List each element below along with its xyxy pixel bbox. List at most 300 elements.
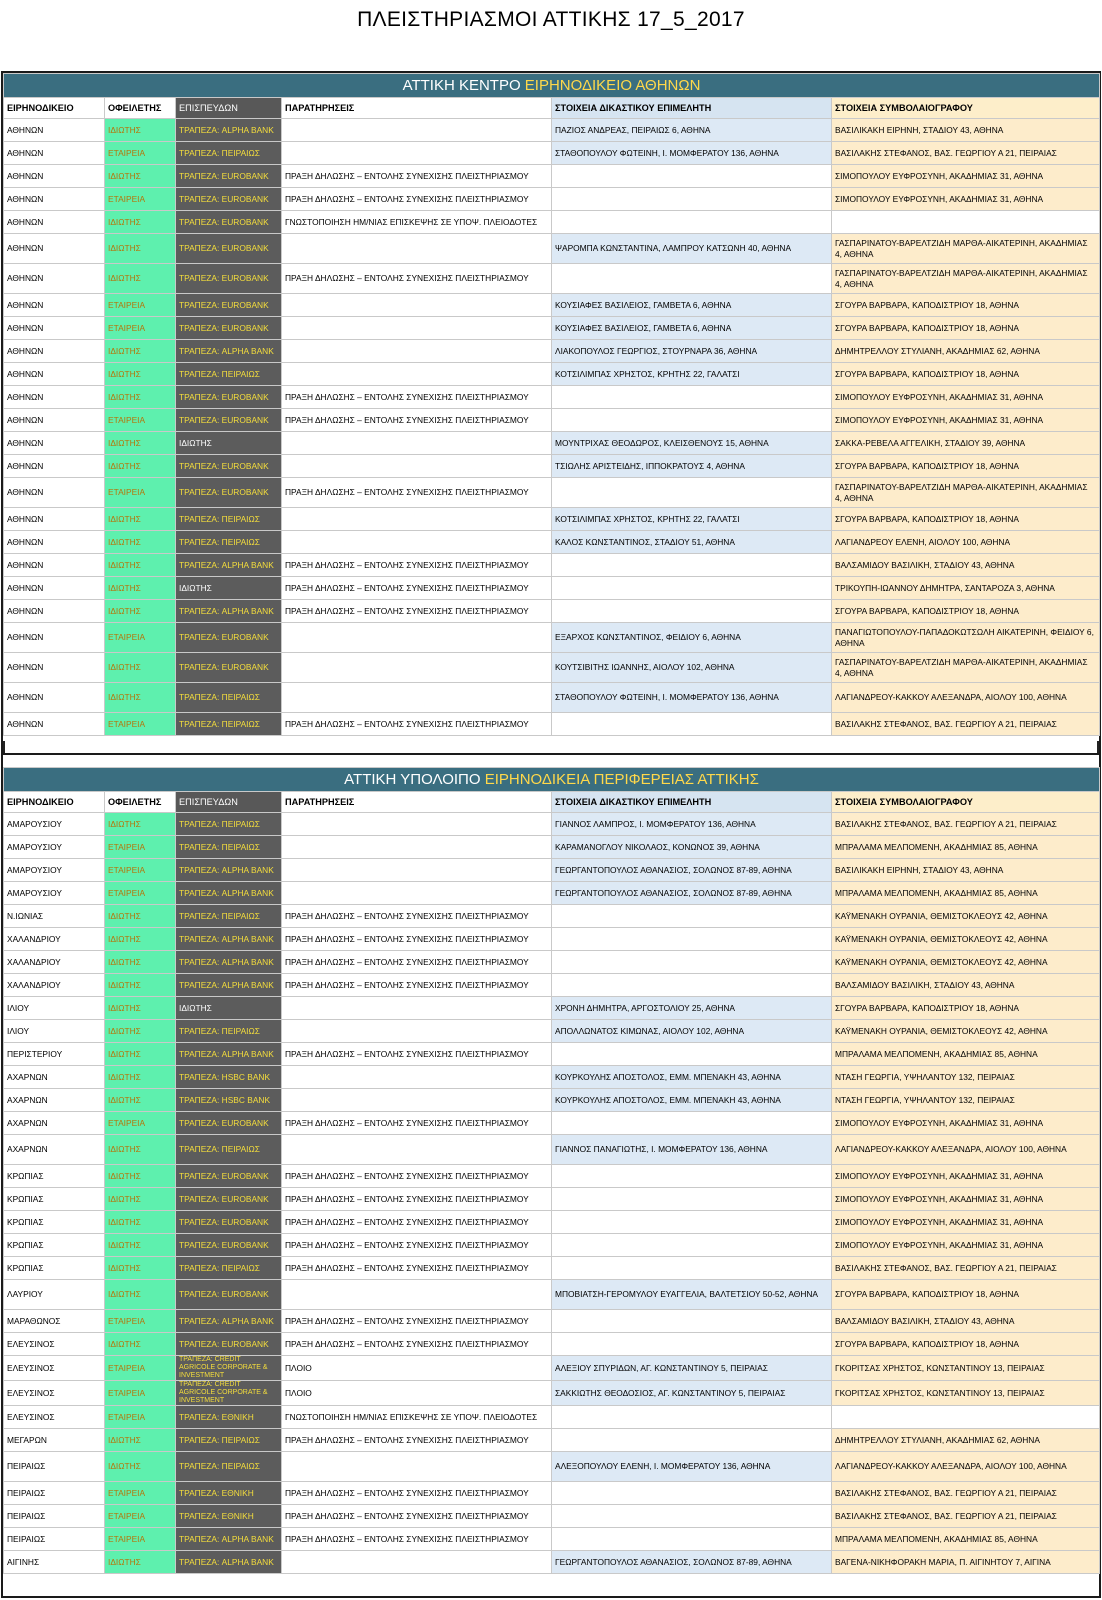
- notes-cell: ΠΡΑΞΗ ΔΗΛΩΣΗΣ – ΕΝΤΟΛΗΣ ΣΥΝΕΧΙΣΗΣ ΠΛΕΙΣΤΗΡΙΑΣΜΟΥ: [282, 1188, 552, 1211]
- section-title-highlight: ΕΙΡΗΝΟΔΙΚΕΙΟ ΑΘΗΝΩΝ: [524, 77, 701, 94]
- debtor-cell: ΙΔΙΩΤΗΣ: [105, 363, 176, 386]
- table-row: [4, 600, 1100, 623]
- section-title: [4, 768, 1100, 792]
- bailiff-cell: [552, 1112, 832, 1135]
- table-row: [4, 1165, 1100, 1188]
- bailiff-cell: ΚΟΥΤΣΙΒΙΤΗΣ ΙΩΑΝΝΗΣ, ΑΙΟΛΟΥ 102, ΑΘΗΝΑ: [552, 653, 832, 683]
- notes-cell: [282, 1551, 552, 1574]
- section-title-plain: ΑΤΤΙΚΗ ΥΠΟΛΟΙΠΟ: [344, 771, 485, 788]
- notes-cell: ΠΡΑΞΗ ΔΗΛΩΣΗΣ – ΕΝΤΟΛΗΣ ΣΥΝΕΧΙΣΗΣ ΠΛΕΙΣΤΗΡΙΑΣΜΟΥ: [282, 600, 552, 623]
- notary-cell: ΣΙΜΟΠΟΥΛΟΥ ΕΥΦΡΟΣΥΝΗ, ΑΚΑΔΗΜΙΑΣ 31, ΑΘΗΝΑ: [832, 1234, 1100, 1257]
- notary-cell: ΓΑΣΠΑΡΙΝΑΤΟΥ-ΒΑΡΕΛΤΖΙΔΗ ΜΑΡΘΑ-ΑΙΚΑΤΕΡΙΝΗ, ΑΚΑΔΗΜΙΑΣ 4, ΑΘΗΝΑ: [832, 234, 1100, 264]
- creditor-cell: ΤΡΑΠΕΖΑ: EUROBANK: [176, 294, 282, 317]
- bailiff-cell: [552, 600, 832, 623]
- notes-cell: ΠΡΑΞΗ ΔΗΛΩΣΗΣ – ΕΝΤΟΛΗΣ ΣΥΝΕΧΙΣΗΣ ΠΛΕΙΣΤΗΡΙΑΣΜΟΥ: [282, 1234, 552, 1257]
- notes-cell: [282, 1452, 552, 1482]
- notes-cell: [282, 813, 552, 836]
- debtor-cell: ΙΔΙΩΤΗΣ: [105, 1089, 176, 1112]
- table-row: [4, 1551, 1100, 1574]
- debtor-cell: ΙΔΙΩΤΗΣ: [105, 1333, 176, 1356]
- court-cell: ΑΧΑΡΝΩΝ: [4, 1135, 105, 1165]
- notary-cell: ΒΑΣΙΛΑΚΗΣ ΣΤΕΦΑΝΟΣ, ΒΑΣ. ΓΕΩΡΓΙΟΥ Α 21, ΠΕΙΡΑΙΑΣ: [832, 813, 1100, 836]
- notes-cell: [282, 363, 552, 386]
- creditor-cell: ΤΡΑΠΕΖΑ: EUROBANK: [176, 165, 282, 188]
- notes-cell: [282, 859, 552, 882]
- debtor-cell: ΕΤΑΙΡΕΙΑ: [105, 188, 176, 211]
- table-row: [4, 1452, 1100, 1482]
- table-row: [4, 294, 1100, 317]
- bailiff-cell: [552, 1310, 832, 1333]
- court-cell: ΑΘΗΝΩΝ: [4, 713, 105, 736]
- notary-cell: ΣΓΟΥΡΑ ΒΑΡΒΑΡΑ, ΚΑΠΟΔΙΣΤΡΙΟΥ 18, ΑΘΗΝΑ: [832, 997, 1100, 1020]
- table-row: [4, 211, 1100, 234]
- court-cell: ΑΘΗΝΩΝ: [4, 340, 105, 363]
- debtor-cell: ΙΔΙΩΤΗΣ: [105, 264, 176, 294]
- notary-cell: ΔΗΜΗΤΡΕΛΛΟΥ ΣΤΥΛΙΑΝΗ, ΑΚΑΔΗΜΙΑΣ 62, ΑΘΗΝΑ: [832, 1429, 1100, 1452]
- debtor-cell: ΙΔΙΩΤΗΣ: [105, 1551, 176, 1574]
- notes-cell: [282, 997, 552, 1020]
- bailiff-cell: ΚΟΥΡΚΟΥΛΗΣ ΑΠΟΣΤΟΛΟΣ, ΕΜΜ. ΜΠΕΝΑΚΗ 43, ΑΘΗΝΑ: [552, 1066, 832, 1089]
- col-header-bailiff: ΣΤΟΙΧΕΙΑ ΔΙΚΑΣΤΙΚΟΥ ΕΠΙΜΕΛΗΤΗ: [552, 792, 832, 813]
- notes-cell: ΠΡΑΞΗ ΔΗΛΩΣΗΣ – ΕΝΤΟΛΗΣ ΣΥΝΕΧΙΣΗΣ ΠΛΕΙΣΤΗΡΙΑΣΜΟΥ: [282, 1112, 552, 1135]
- table-row: [4, 264, 1100, 294]
- creditor-cell: ΤΡΑΠΕΖΑ: ΠΕΙΡΑΙΩΣ: [176, 1257, 282, 1280]
- notary-cell: ΣΙΜΟΠΟΥΛΟΥ ΕΥΦΡΟΣΥΝΗ, ΑΚΑΔΗΜΙΑΣ 31, ΑΘΗΝΑ: [832, 165, 1100, 188]
- bailiff-cell: [552, 1333, 832, 1356]
- creditor-cell: ΤΡΑΠΕΖΑ: EUROBANK: [176, 653, 282, 683]
- notary-cell: ΓΑΣΠΑΡΙΝΑΤΟΥ-ΒΑΡΕΛΤΖΙΔΗ ΜΑΡΘΑ-ΑΙΚΑΤΕΡΙΝΗ, ΑΚΑΔΗΜΙΑΣ 4, ΑΘΗΝΑ: [832, 264, 1100, 294]
- debtor-cell: ΙΔΙΩΤΗΣ: [105, 165, 176, 188]
- notes-cell: ΠΡΑΞΗ ΔΗΛΩΣΗΣ – ΕΝΤΟΛΗΣ ΣΥΝΕΧΙΣΗΣ ΠΛΕΙΣΤΗΡΙΑΣΜΟΥ: [282, 1429, 552, 1452]
- table-row: [4, 577, 1100, 600]
- debtor-cell: ΙΔΙΩΤΗΣ: [105, 1020, 176, 1043]
- section-title-highlight: ΕΙΡΗΝΟΔΙΚΕΙΑ ΠΕΡΙΦΕΡΕΙΑΣ ΑΤΤΙΚΗΣ: [484, 771, 759, 788]
- creditor-cell: ΤΡΑΠΕΖΑ: EUROBANK: [176, 623, 282, 653]
- bailiff-cell: [552, 386, 832, 409]
- table-row: [4, 997, 1100, 1020]
- notary-cell: ΓΑΣΠΑΡΙΝΑΤΟΥ-ΒΑΡΕΛΤΖΙΔΗ ΜΑΡΘΑ-ΑΙΚΑΤΕΡΙΝΗ, ΑΚΑΔΗΜΙΑΣ 4, ΑΘΗΝΑ: [832, 653, 1100, 683]
- court-cell: ΕΛΕΥΣΙΝΟΣ: [4, 1333, 105, 1356]
- notary-cell: ΚΑΫΜΕΝΑΚΗ ΟΥΡΑΝΙΑ, ΘΕΜΙΣΤΟΚΛΕΟΥΣ 42, ΑΘΗΝΑ: [832, 1020, 1100, 1043]
- court-cell: ΑΘΗΝΩΝ: [4, 432, 105, 455]
- bailiff-cell: [552, 974, 832, 997]
- creditor-cell: ΙΔΙΩΤΗΣ: [176, 997, 282, 1020]
- court-cell: ΑΙΓΙΝΗΣ: [4, 1551, 105, 1574]
- notary-cell: ΒΑΣΙΛΑΚΗΣ ΣΤΕΦΑΝΟΣ, ΒΑΣ. ΓΕΩΡΓΙΟΥ Α 21, ΠΕΙΡΑΙΑΣ: [832, 1505, 1100, 1528]
- debtor-cell: ΙΔΙΩΤΗΣ: [105, 432, 176, 455]
- court-cell: ΑΘΗΝΩΝ: [4, 653, 105, 683]
- debtor-cell: ΕΤΑΙΡΕΙΑ: [105, 1482, 176, 1505]
- court-cell: ΑΘΗΝΩΝ: [4, 363, 105, 386]
- creditor-cell: ΤΡΑΠΕΖΑ: CREDIT AGRICOLE CORPORATE & INVESTMENT: [176, 1381, 282, 1406]
- table-row: [4, 386, 1100, 409]
- notes-cell: [282, 455, 552, 478]
- debtor-cell: ΕΤΑΙΡΕΙΑ: [105, 1112, 176, 1135]
- section-title: [4, 74, 1100, 98]
- creditor-cell: ΤΡΑΠΕΖΑ: EUROBANK: [176, 1280, 282, 1310]
- debtor-cell: ΙΔΙΩΤΗΣ: [105, 554, 176, 577]
- table-row: [4, 928, 1100, 951]
- notes-cell: ΠΡΑΞΗ ΔΗΛΩΣΗΣ – ΕΝΤΟΛΗΣ ΣΥΝΕΧΙΣΗΣ ΠΛΕΙΣΤΗΡΙΑΣΜΟΥ: [282, 1528, 552, 1551]
- bailiff-cell: [552, 1406, 832, 1429]
- court-cell: ΠΕΙΡΑΙΩΣ: [4, 1482, 105, 1505]
- notary-cell: ΒΑΓΕΝΑ-ΝΙΚΗΦΟΡΑΚΗ ΜΑΡΙΑ, Π. ΑΙΓΙΝΗΤΟΥ 7, ΑΙΓΙΝΑ: [832, 1551, 1100, 1574]
- court-cell: ΑΘΗΝΩΝ: [4, 577, 105, 600]
- col-header-court: ΕΙΡΗΝΟΔΙΚΕΙΟ: [4, 792, 105, 813]
- notes-cell: [282, 340, 552, 363]
- notary-cell: ΓΚΟΡΙΤΣΑΣ ΧΡΗΣΤΟΣ, ΚΩΝΣΤΑΝΤΙΝΟΥ 13, ΠΕΙΡΑΙΑΣ: [832, 1381, 1100, 1406]
- creditor-cell: ΤΡΑΠΕΖΑ: EUROBANK: [176, 1333, 282, 1356]
- notary-cell: ΣΓΟΥΡΑ ΒΑΡΒΑΡΑ, ΚΑΠΟΔΙΣΤΡΙΟΥ 18, ΑΘΗΝΑ: [832, 363, 1100, 386]
- debtor-cell: ΙΔΙΩΤΗΣ: [105, 683, 176, 713]
- notary-cell: ΜΠΡΑΛΑΜΑ ΜΕΛΠΟΜΕΝΗ, ΑΚΑΔΗΜΙΑΣ 85, ΑΘΗΝΑ: [832, 882, 1100, 905]
- bailiff-cell: [552, 713, 832, 736]
- creditor-cell: ΤΡΑΠΕΖΑ: ΠΕΙΡΑΙΩΣ: [176, 836, 282, 859]
- notary-cell: ΒΑΣΙΛΑΚΗΣ ΣΤΕΦΑΝΟΣ, ΒΑΣ. ΓΕΩΡΓΙΟΥ Α 21, ΠΕΙΡΑΙΑΣ: [832, 142, 1100, 165]
- debtor-cell: ΙΔΙΩΤΗΣ: [105, 577, 176, 600]
- table-row: [4, 1280, 1100, 1310]
- creditor-cell: ΤΡΑΠΕΖΑ: EUROBANK: [176, 264, 282, 294]
- table-row: [4, 340, 1100, 363]
- notary-cell: ΚΑΫΜΕΝΑΚΗ ΟΥΡΑΝΙΑ, ΘΕΜΙΣΤΟΚΛΕΟΥΣ 42, ΑΘΗΝΑ: [832, 951, 1100, 974]
- bailiff-cell: [552, 577, 832, 600]
- notes-cell: [282, 1066, 552, 1089]
- court-cell: ΑΧΑΡΝΩΝ: [4, 1066, 105, 1089]
- court-cell: ΧΑΛΑΝΔΡΙΟΥ: [4, 928, 105, 951]
- table-row: [4, 409, 1100, 432]
- creditor-cell: ΤΡΑΠΕΖΑ: EUROBANK: [176, 409, 282, 432]
- court-cell: ΚΡΩΠΙΑΣ: [4, 1165, 105, 1188]
- court-cell: Ν.ΙΩΝΙΑΣ: [4, 905, 105, 928]
- notary-cell: ΒΑΛΣΑΜΙΔΟΥ ΒΑΣΙΛΙΚΗ, ΣΤΑΔΙΟΥ 43, ΑΘΗΝΑ: [832, 554, 1100, 577]
- notes-cell: ΠΡΑΞΗ ΔΗΛΩΣΗΣ – ΕΝΤΟΛΗΣ ΣΥΝΕΧΙΣΗΣ ΠΛΕΙΣΤΗΡΙΑΣΜΟΥ: [282, 1165, 552, 1188]
- col-header-debtor: ΟΦΕΙΛΕΤΗΣ: [105, 98, 176, 119]
- bailiff-cell: ΣΤΑΘΟΠΟΥΛΟΥ ΦΩΤΕΙΝΗ, Ι. ΜΟΜΦΕΡΑΤΟΥ 136, ΑΘΗΝΑ: [552, 142, 832, 165]
- bailiff-cell: ΑΠΟΛΛΩΝΑΤΟΣ ΚΙΜΩΝΑΣ, ΑΙΟΛΟΥ 102, ΑΘΗΝΑ: [552, 1020, 832, 1043]
- court-cell: ΑΜΑΡΟΥΣΙΟΥ: [4, 813, 105, 836]
- creditor-cell: ΤΡΑΠΕΖΑ: CREDIT AGRICOLE CORPORATE & INVESTMENT: [176, 1356, 282, 1381]
- debtor-cell: ΙΔΙΩΤΗΣ: [105, 455, 176, 478]
- creditor-cell: ΤΡΑΠΕΖΑ: ΕΘΝΙΚΗ: [176, 1505, 282, 1528]
- debtor-cell: ΕΤΑΙΡΕΙΑ: [105, 1406, 176, 1429]
- court-cell: ΕΛΕΥΣΙΝΟΣ: [4, 1381, 105, 1406]
- court-cell: ΠΕΙΡΑΙΩΣ: [4, 1505, 105, 1528]
- creditor-cell: ΤΡΑΠΕΖΑ: ALPHA BANK: [176, 882, 282, 905]
- table-row: [4, 142, 1100, 165]
- table-row: [4, 1043, 1100, 1066]
- bailiff-cell: [552, 1528, 832, 1551]
- notes-cell: [282, 1020, 552, 1043]
- notes-cell: [282, 1135, 552, 1165]
- bailiff-cell: [552, 1482, 832, 1505]
- court-cell: ΑΘΗΝΩΝ: [4, 508, 105, 531]
- notes-cell: ΠΡΑΞΗ ΔΗΛΩΣΗΣ – ΕΝΤΟΛΗΣ ΣΥΝΕΧΙΣΗΣ ΠΛΕΙΣΤΗΡΙΑΣΜΟΥ: [282, 577, 552, 600]
- bailiff-cell: ΓΙΑΝΝΟΣ ΠΑΝΑΓΙΩΤΗΣ, Ι. ΜΟΜΦΕΡΑΤΟΥ 136, ΑΘΗΝΑ: [552, 1135, 832, 1165]
- creditor-cell: ΤΡΑΠΕΖΑ: EUROBANK: [176, 1112, 282, 1135]
- notes-cell: ΓΝΩΣΤΟΠΟΙΗΣΗ ΗΜ/ΝΙΑΣ ΕΠΙΣΚΕΨΗΣ ΣΕ ΥΠΟΨ. ΠΛΕΙΟΔΟΤΕΣ: [282, 211, 552, 234]
- notary-cell: ΛΑΓΙΑΝΔΡΕΟΥ-ΚΑΚΚΟΥ ΑΛΕΞΑΝΔΡΑ, ΑΙΟΛΟΥ 100, ΑΘΗΝΑ: [832, 1135, 1100, 1165]
- col-header-bailiff: ΣΤΟΙΧΕΙΑ ΔΙΚΑΣΤΙΚΟΥ ΕΠΙΜΕΛΗΤΗ: [552, 98, 832, 119]
- notary-cell: ΝΤΑΣΗ ΓΕΩΡΓΙΑ, ΥΨΗΛΑΝΤΟΥ 132, ΠΕΙΡΑΙΑΣ: [832, 1089, 1100, 1112]
- court-cell: ΑΘΗΝΩΝ: [4, 455, 105, 478]
- debtor-cell: ΙΔΙΩΤΗΣ: [105, 1234, 176, 1257]
- col-header-notes: ΠΑΡΑΤΗΡΗΣΕΙΣ: [282, 792, 552, 813]
- col-header-creditor: ΕΠΙΣΠΕΥΔΩΝ: [176, 98, 282, 119]
- debtor-cell: ΕΤΑΙΡΕΙΑ: [105, 859, 176, 882]
- bailiff-cell: [552, 264, 832, 294]
- table-row: [4, 1333, 1100, 1356]
- creditor-cell: ΤΡΑΠΕΖΑ: ALPHA BANK: [176, 1310, 282, 1333]
- table-row: [4, 1112, 1100, 1135]
- notes-cell: [282, 142, 552, 165]
- court-cell: ΧΑΛΑΝΔΡΙΟΥ: [4, 974, 105, 997]
- col-header-debtor: ΟΦΕΙΛΕΤΗΣ: [105, 792, 176, 813]
- bailiff-cell: ΚΑΛΟΣ ΚΩΝΣΤΑΝΤΙΝΟΣ, ΣΤΑΔΙΟΥ 51, ΑΘΗΝΑ: [552, 531, 832, 554]
- table-row: [4, 1406, 1100, 1429]
- notary-cell: ΜΠΡΑΛΑΜΑ ΜΕΛΠΟΜΕΝΗ, ΑΚΑΔΗΜΙΑΣ 85, ΑΘΗΝΑ: [832, 836, 1100, 859]
- court-cell: ΑΘΗΝΩΝ: [4, 165, 105, 188]
- notes-cell: [282, 1280, 552, 1310]
- creditor-cell: ΤΡΑΠΕΖΑ: ALPHA BANK: [176, 340, 282, 363]
- court-cell: ΠΕΙΡΑΙΩΣ: [4, 1528, 105, 1551]
- creditor-cell: ΤΡΑΠΕΖΑ: HSBC BANK: [176, 1066, 282, 1089]
- court-cell: ΑΧΑΡΝΩΝ: [4, 1089, 105, 1112]
- notes-cell: ΠΛΟΙΟ: [282, 1356, 552, 1381]
- col-header-notary: ΣΤΟΙΧΕΙΑ ΣΥΜΒΟΛΑΙΟΓΡΑΦΟΥ: [832, 792, 1100, 813]
- debtor-cell: ΕΤΑΙΡΕΙΑ: [105, 1310, 176, 1333]
- notes-cell: [282, 882, 552, 905]
- debtor-cell: ΙΔΙΩΤΗΣ: [105, 119, 176, 142]
- creditor-cell: ΤΡΑΠΕΖΑ: ΠΕΙΡΑΙΩΣ: [176, 713, 282, 736]
- creditor-cell: ΤΡΑΠΕΖΑ: ALPHA BANK: [176, 859, 282, 882]
- notary-cell: ΒΑΛΣΑΜΙΔΟΥ ΒΑΣΙΛΙΚΗ, ΣΤΑΔΙΟΥ 43, ΑΘΗΝΑ: [832, 1310, 1100, 1333]
- notes-cell: ΠΡΑΞΗ ΔΗΛΩΣΗΣ – ΕΝΤΟΛΗΣ ΣΥΝΕΧΙΣΗΣ ΠΛΕΙΣΤΗΡΙΑΣΜΟΥ: [282, 188, 552, 211]
- creditor-cell: ΤΡΑΠΕΖΑ: ΕΘΝΙΚΗ: [176, 1406, 282, 1429]
- creditor-cell: ΤΡΑΠΕΖΑ: ΠΕΙΡΑΙΩΣ: [176, 1135, 282, 1165]
- creditor-cell: ΤΡΑΠΕΖΑ: ALPHA BANK: [176, 928, 282, 951]
- notes-cell: [282, 432, 552, 455]
- table-row: [4, 1234, 1100, 1257]
- notary-cell: ΚΑΫΜΕΝΑΚΗ ΟΥΡΑΝΙΑ, ΘΕΜΙΣΤΟΚΛΕΟΥΣ 42, ΑΘΗΝΑ: [832, 905, 1100, 928]
- notes-cell: ΠΡΑΞΗ ΔΗΛΩΣΗΣ – ΕΝΤΟΛΗΣ ΣΥΝΕΧΙΣΗΣ ΠΛΕΙΣΤΗΡΙΑΣΜΟΥ: [282, 928, 552, 951]
- notes-cell: ΠΡΑΞΗ ΔΗΛΩΣΗΣ – ΕΝΤΟΛΗΣ ΣΥΝΕΧΙΣΗΣ ΠΛΕΙΣΤΗΡΙΑΣΜΟΥ: [282, 713, 552, 736]
- notary-cell: ΛΑΓΙΑΝΔΡΕΟΥ-ΚΑΚΚΟΥ ΑΛΕΞΑΝΔΡΑ, ΑΙΟΛΟΥ 100, ΑΘΗΝΑ: [832, 1452, 1100, 1482]
- debtor-cell: ΙΔΙΩΤΗΣ: [105, 813, 176, 836]
- court-cell: ΑΘΗΝΩΝ: [4, 409, 105, 432]
- notary-cell: ΝΤΑΣΗ ΓΕΩΡΓΙΑ, ΥΨΗΛΑΝΤΟΥ 132, ΠΕΙΡΑΙΑΣ: [832, 1066, 1100, 1089]
- debtor-cell: ΙΔΙΩΤΗΣ: [105, 951, 176, 974]
- notes-cell: ΠΡΑΞΗ ΔΗΛΩΣΗΣ – ΕΝΤΟΛΗΣ ΣΥΝΕΧΙΣΗΣ ΠΛΕΙΣΤΗΡΙΑΣΜΟΥ: [282, 1257, 552, 1280]
- debtor-cell: ΙΔΙΩΤΗΣ: [105, 1211, 176, 1234]
- debtor-cell: ΙΔΙΩΤΗΣ: [105, 600, 176, 623]
- court-cell: ΑΜΑΡΟΥΣΙΟΥ: [4, 836, 105, 859]
- debtor-cell: ΙΔΙΩΤΗΣ: [105, 1429, 176, 1452]
- notary-cell: ΛΑΓΙΑΝΔΡΕΟΥ-ΚΑΚΚΟΥ ΑΛΕΞΑΝΔΡΑ, ΑΙΟΛΟΥ 100, ΑΘΗΝΑ: [832, 683, 1100, 713]
- notes-cell: [282, 119, 552, 142]
- debtor-cell: ΙΔΙΩΤΗΣ: [105, 508, 176, 531]
- debtor-cell: ΕΤΑΙΡΕΙΑ: [105, 882, 176, 905]
- table-row: [4, 951, 1100, 974]
- table-row: [4, 1135, 1100, 1165]
- notary-cell: ΣΓΟΥΡΑ ΒΑΡΒΑΡΑ, ΚΑΠΟΔΙΣΤΡΙΟΥ 18, ΑΘΗΝΑ: [832, 508, 1100, 531]
- debtor-cell: ΙΔΙΩΤΗΣ: [105, 1165, 176, 1188]
- court-cell: ΑΘΗΝΩΝ: [4, 554, 105, 577]
- creditor-cell: ΤΡΑΠΕΖΑ: EUROBANK: [176, 478, 282, 508]
- section-table-athens: [3, 73, 1100, 736]
- creditor-cell: ΤΡΑΠΕΖΑ: ΠΕΙΡΑΙΩΣ: [176, 683, 282, 713]
- table-row: [4, 1528, 1100, 1551]
- section-banner: [4, 768, 1100, 792]
- creditor-cell: ΤΡΑΠΕΖΑ: ΠΕΙΡΑΙΩΣ: [176, 531, 282, 554]
- notary-cell: ΔΗΜΗΤΡΕΛΛΟΥ ΣΤΥΛΙΑΝΗ, ΑΚΑΔΗΜΙΑΣ 62, ΑΘΗΝΑ: [832, 340, 1100, 363]
- bailiff-cell: [552, 1188, 832, 1211]
- court-cell: ΕΛΕΥΣΙΝΟΣ: [4, 1406, 105, 1429]
- table-row: [4, 165, 1100, 188]
- table-row: [4, 683, 1100, 713]
- debtor-cell: ΙΔΙΩΤΗΣ: [105, 997, 176, 1020]
- section-title-plain: ΑΤΤΙΚΗ ΚΕΝΤΡΟ: [402, 77, 525, 94]
- bailiff-cell: ΜΟΥΝΤΡΙΧΑΣ ΘΕΟΔΩΡΟΣ, ΚΛΕΙΣΘΕΝΟΥΣ 15, ΑΘΗΝΑ: [552, 432, 832, 455]
- creditor-cell: ΤΡΑΠΕΖΑ: EUROBANK: [176, 211, 282, 234]
- col-header-court: ΕΙΡΗΝΟΔΙΚΕΙΟ: [4, 98, 105, 119]
- creditor-cell: ΙΔΙΩΤΗΣ: [176, 432, 282, 455]
- notes-cell: ΠΡΑΞΗ ΔΗΛΩΣΗΣ – ΕΝΤΟΛΗΣ ΣΥΝΕΧΙΣΗΣ ΠΛΕΙΣΤΗΡΙΑΣΜΟΥ: [282, 905, 552, 928]
- creditor-cell: ΤΡΑΠΕΖΑ: ΠΕΙΡΑΙΩΣ: [176, 363, 282, 386]
- bailiff-cell: ΜΠΟΒΙΑΤΣΗ-ΓΕΡΟΜΥΛΟΥ ΕΥΑΓΓΕΛΙΑ, ΒΑΛΤΕΤΣΙΟΥ 50-52, ΑΘΗΝΑ: [552, 1280, 832, 1310]
- section-spacer: [3, 741, 1099, 753]
- creditor-cell: ΙΔΙΩΤΗΣ: [176, 577, 282, 600]
- bailiff-cell: ΓΙΑΝΝΟΣ ΛΑΜΠΡΟΣ, Ι. ΜΟΜΦΕΡΑΤΟΥ 136, ΑΘΗΝΑ: [552, 813, 832, 836]
- bailiff-cell: [552, 1257, 832, 1280]
- debtor-cell: ΙΔΙΩΤΗΣ: [105, 1135, 176, 1165]
- debtor-cell: ΙΔΙΩΤΗΣ: [105, 1257, 176, 1280]
- notes-cell: ΠΡΑΞΗ ΔΗΛΩΣΗΣ – ΕΝΤΟΛΗΣ ΣΥΝΕΧΙΣΗΣ ΠΛΕΙΣΤΗΡΙΑΣΜΟΥ: [282, 1043, 552, 1066]
- table-row: [4, 713, 1100, 736]
- bailiff-cell: ΚΟΥΣΙΑΦΕΣ ΒΑΣΙΛΕΙΟΣ, ΓΑΜΒΕΤΑ 6, ΑΘΗΝΑ: [552, 317, 832, 340]
- section-banner: [4, 74, 1100, 98]
- bailiff-cell: ΚΑΡΑΜΑΝΟΓΛΟΥ ΝΙΚΟΛΑΟΣ, ΚΟΝΩΝΟΣ 39, ΑΘΗΝΑ: [552, 836, 832, 859]
- notes-cell: ΓΝΩΣΤΟΠΟΙΗΣΗ ΗΜ/ΝΙΑΣ ΕΠΙΣΚΕΨΗΣ ΣΕ ΥΠΟΨ. ΠΛΕΙΟΔΟΤΕΣ: [282, 1406, 552, 1429]
- page-title: ΠΛΕΙΣΤΗΡΙΑΣΜΟΙ ΑΤΤΙΚΗΣ 17_5_2017: [357, 8, 745, 31]
- notary-cell: ΓΑΣΠΑΡΙΝΑΤΟΥ-ΒΑΡΕΛΤΖΙΔΗ ΜΑΡΘΑ-ΑΙΚΑΤΕΡΙΝΗ, ΑΚΑΔΗΜΙΑΣ 4, ΑΘΗΝΑ: [832, 478, 1100, 508]
- notes-cell: [282, 317, 552, 340]
- notes-cell: ΠΡΑΞΗ ΔΗΛΩΣΗΣ – ΕΝΤΟΛΗΣ ΣΥΝΕΧΙΣΗΣ ΠΛΕΙΣΤΗΡΙΑΣΜΟΥ: [282, 1211, 552, 1234]
- notary-cell: ΣΙΜΟΠΟΥΛΟΥ ΕΥΦΡΟΣΥΝΗ, ΑΚΑΔΗΜΙΑΣ 31, ΑΘΗΝΑ: [832, 1188, 1100, 1211]
- table-row: [4, 1381, 1100, 1406]
- debtor-cell: ΕΤΑΙΡΕΙΑ: [105, 623, 176, 653]
- notes-cell: [282, 836, 552, 859]
- notes-cell: [282, 683, 552, 713]
- bailiff-cell: [552, 165, 832, 188]
- bailiff-cell: ΣΤΑΘΟΠΟΥΛΟΥ ΦΩΤΕΙΝΗ, Ι. ΜΟΜΦΕΡΑΤΟΥ 136, ΑΘΗΝΑ: [552, 683, 832, 713]
- creditor-cell: ΤΡΑΠΕΖΑ: EUROBANK: [176, 386, 282, 409]
- creditor-cell: ΤΡΑΠΕΖΑ: ALPHA BANK: [176, 600, 282, 623]
- bailiff-cell: ΚΟΥΡΚΟΥΛΗΣ ΑΠΟΣΤΟΛΟΣ, ΕΜΜ. ΜΠΕΝΑΚΗ 43, ΑΘΗΝΑ: [552, 1089, 832, 1112]
- table-row: [4, 188, 1100, 211]
- debtor-cell: ΙΔΙΩΤΗΣ: [105, 1188, 176, 1211]
- notes-cell: [282, 653, 552, 683]
- table-row: [4, 432, 1100, 455]
- creditor-cell: ΤΡΑΠΕΖΑ: EUROBANK: [176, 234, 282, 264]
- notes-cell: [282, 234, 552, 264]
- bailiff-cell: [552, 478, 832, 508]
- notary-cell: ΛΑΓΙΑΝΔΡΕΟΥ ΕΛΕΝΗ, ΑΙΟΛΟΥ 100, ΑΘΗΝΑ: [832, 531, 1100, 554]
- debtor-cell: ΙΔΙΩΤΗΣ: [105, 211, 176, 234]
- bailiff-cell: [552, 409, 832, 432]
- court-cell: ΑΘΗΝΩΝ: [4, 211, 105, 234]
- notary-cell: ΣΓΟΥΡΑ ΒΑΡΒΑΡΑ, ΚΑΠΟΔΙΣΤΡΙΟΥ 18, ΑΘΗΝΑ: [832, 455, 1100, 478]
- notary-cell: ΣΓΟΥΡΑ ΒΑΡΒΑΡΑ, ΚΑΠΟΔΙΣΤΡΙΟΥ 18, ΑΘΗΝΑ: [832, 1333, 1100, 1356]
- creditor-cell: ΤΡΑΠΕΖΑ: ALPHA BANK: [176, 1551, 282, 1574]
- court-cell: ΑΘΗΝΩΝ: [4, 623, 105, 653]
- court-cell: ΑΧΑΡΝΩΝ: [4, 1112, 105, 1135]
- bailiff-cell: [552, 928, 832, 951]
- notes-cell: ΠΡΑΞΗ ΔΗΛΩΣΗΣ – ΕΝΤΟΛΗΣ ΣΥΝΕΧΙΣΗΣ ΠΛΕΙΣΤΗΡΙΑΣΜΟΥ: [282, 409, 552, 432]
- notes-cell: [282, 531, 552, 554]
- table-row: [4, 859, 1100, 882]
- court-cell: ΚΡΩΠΙΑΣ: [4, 1234, 105, 1257]
- notary-cell: [832, 1406, 1100, 1429]
- notes-cell: ΠΡΑΞΗ ΔΗΛΩΣΗΣ – ΕΝΤΟΛΗΣ ΣΥΝΕΧΙΣΗΣ ΠΛΕΙΣΤΗΡΙΑΣΜΟΥ: [282, 478, 552, 508]
- notes-cell: [282, 294, 552, 317]
- court-cell: ΑΘΗΝΩΝ: [4, 264, 105, 294]
- court-cell: ΑΘΗΝΩΝ: [4, 531, 105, 554]
- creditor-cell: ΤΡΑΠΕΖΑ: EUROBANK: [176, 188, 282, 211]
- creditor-cell: ΤΡΑΠΕΖΑ: ΠΕΙΡΑΙΩΣ: [176, 1429, 282, 1452]
- debtor-cell: ΕΤΑΙΡΕΙΑ: [105, 1381, 176, 1406]
- table-row: [4, 1020, 1100, 1043]
- notes-cell: ΠΡΑΞΗ ΔΗΛΩΣΗΣ – ΕΝΤΟΛΗΣ ΣΥΝΕΧΙΣΗΣ ΠΛΕΙΣΤΗΡΙΑΣΜΟΥ: [282, 1310, 552, 1333]
- notes-cell: [282, 1089, 552, 1112]
- table-row: [4, 478, 1100, 508]
- court-cell: ΑΘΗΝΩΝ: [4, 683, 105, 713]
- notary-cell: ΣΓΟΥΡΑ ΒΑΡΒΑΡΑ, ΚΑΠΟΔΙΣΤΡΙΟΥ 18, ΑΘΗΝΑ: [832, 294, 1100, 317]
- notary-cell: ΒΑΣΙΛΑΚΗΣ ΣΤΕΦΑΝΟΣ, ΒΑΣ. ΓΕΩΡΓΙΟΥ Α 21, ΠΕΙΡΑΙΑΣ: [832, 1482, 1100, 1505]
- notes-cell: [282, 623, 552, 653]
- court-cell: ΑΘΗΝΩΝ: [4, 119, 105, 142]
- debtor-cell: ΙΔΙΩΤΗΣ: [105, 928, 176, 951]
- table-row: [4, 508, 1100, 531]
- notary-cell: ΠΑΝΑΓΙΩΤΟΠΟΥΛΟΥ-ΠΑΠΑΔΟΚΩΤΣΩΛΗ ΑΙΚΑΤΕΡΙΝΗ, ΦΕΙΔΙΟΥ 6, ΑΘΗΝΑ: [832, 623, 1100, 653]
- court-cell: ΠΕΙΡΑΙΩΣ: [4, 1452, 105, 1482]
- debtor-cell: ΕΤΑΙΡΕΙΑ: [105, 142, 176, 165]
- debtor-cell: ΕΤΑΙΡΕΙΑ: [105, 409, 176, 432]
- bailiff-cell: [552, 1429, 832, 1452]
- bailiff-cell: ΓΕΩΡΓΑΝΤΟΠΟΥΛΟΣ ΑΘΑΝΑΣΙΟΣ, ΣΟΛΩΝΟΣ 87-89, ΑΘΗΝΑ: [552, 1551, 832, 1574]
- debtor-cell: ΕΤΑΙΡΕΙΑ: [105, 1356, 176, 1381]
- debtor-cell: ΕΤΑΙΡΕΙΑ: [105, 836, 176, 859]
- notary-cell: ΣΙΜΟΠΟΥΛΟΥ ΕΥΦΡΟΣΥΝΗ, ΑΚΑΔΗΜΙΑΣ 31, ΑΘΗΝΑ: [832, 1112, 1100, 1135]
- court-cell: ΑΘΗΝΩΝ: [4, 188, 105, 211]
- court-cell: ΧΑΛΑΝΔΡΙΟΥ: [4, 951, 105, 974]
- bailiff-cell: ΓΕΩΡΓΑΝΤΟΠΟΥΛΟΣ ΑΘΑΝΑΣΙΟΣ, ΣΟΛΩΝΟΣ 87-89, ΑΘΗΝΑ: [552, 882, 832, 905]
- bailiff-cell: [552, 1043, 832, 1066]
- bailiff-cell: ΨΑΡΟΜΠΑ ΚΩΝΣΤΑΝΤΙΝΑ, ΛΑΜΠΡΟΥ ΚΑΤΣΩΝΗ 40, ΑΘΗΝΑ: [552, 234, 832, 264]
- notary-cell: [832, 211, 1100, 234]
- col-header-notes: ΠΑΡΑΤΗΡΗΣΕΙΣ: [282, 98, 552, 119]
- table-row: [4, 974, 1100, 997]
- table-row: [4, 623, 1100, 653]
- creditor-cell: ΤΡΑΠΕΖΑ: EUROBANK: [176, 1165, 282, 1188]
- debtor-cell: ΕΤΑΙΡΕΙΑ: [105, 294, 176, 317]
- table-row: [4, 1310, 1100, 1333]
- debtor-cell: ΕΤΑΙΡΕΙΑ: [105, 1528, 176, 1551]
- bailiff-cell: [552, 211, 832, 234]
- notes-cell: ΠΡΑΞΗ ΔΗΛΩΣΗΣ – ΕΝΤΟΛΗΣ ΣΥΝΕΧΙΣΗΣ ΠΛΕΙΣΤΗΡΙΑΣΜΟΥ: [282, 386, 552, 409]
- notes-cell: ΠΡΑΞΗ ΔΗΛΩΣΗΣ – ΕΝΤΟΛΗΣ ΣΥΝΕΧΙΣΗΣ ΠΛΕΙΣΤΗΡΙΑΣΜΟΥ: [282, 1333, 552, 1356]
- bailiff-cell: [552, 905, 832, 928]
- table-row: [4, 1257, 1100, 1280]
